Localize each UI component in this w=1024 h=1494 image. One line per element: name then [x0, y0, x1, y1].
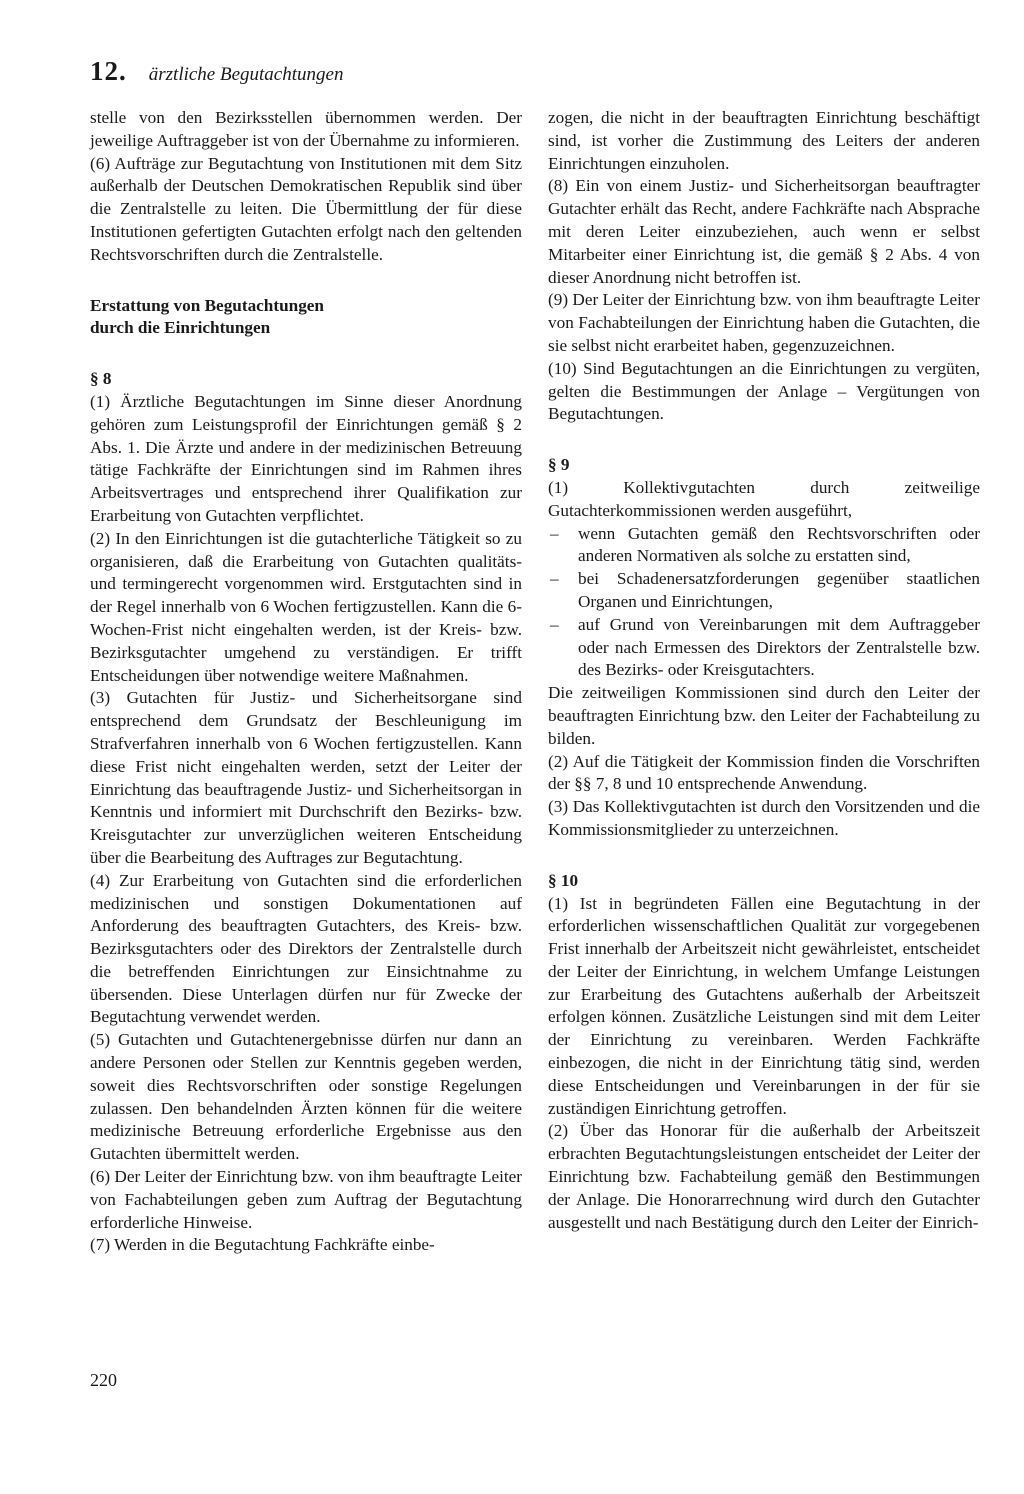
section-number-10: § 10: [548, 870, 579, 890]
paragraph: (4) Zur Erarbeitung von Gutachten sind die erforderlichen medizinischen und sonstigen Dokumentationen auf Anforderung des beauftragten Gutachters, des Kreis- bzw. Bezirksgutachters oder des Direktors der Zentralstelle durch die betreffenden Einrichtungen zur Einsichtnahme zu übersenden. Diese Unterlagen dürfen nur für Zwecke der Begutachtung verwendet werden.: [90, 870, 522, 1027]
paragraph: (7) Werden in die Begutachtung Fachkräfte einbe-: [90, 1235, 435, 1255]
paragraph: (2) Auf die Tätigkeit der Kommission finden die Vorschriften der §§ 7, 8 und 10 entsprechende Anwendung.: [548, 751, 980, 794]
paragraph: (3) Gutachten für Justiz- und Sicherheitsorgane sind entsprechend dem Grundsatz der Beschleunigung im Strafverfahren innerhalb von 6 Wochen fertigzustellen. Kann diese Frist nicht eingehalten werden, setzt der Leiter der Einrichtung das beauftragende Justiz- und Sicherheitsorgan in Kenntnis und informiert mit Durchschrift den Bezirks- bzw. Kreisgutachter zur unverzüglichen weiteren Entscheidung über die Bearbeitung des Auftrages zur Begutachtung.: [90, 688, 522, 867]
page-number: 220: [90, 1370, 117, 1390]
paragraph: (1) Ärztliche Begutachtungen im Sinne dieser Anordnung gehören zum Leistungsprofil der Einrichtungen gemäß § 2 Abs. 1. Die Ärzte und andere in der medizinischen Betreuung tätige Fachkräfte der Einrichtungen sind im Rahmen ihres Arbeitsvertrages und entsprechend ihrer Qualifikation zur Erarbeitung von Gutachten verpflichtet.: [90, 391, 522, 525]
paragraph: (3) Das Kollektivgutachten ist durch den Vorsitzenden und die Kommissionsmitglieder zu unterzeichnen.: [548, 797, 980, 839]
section-number-9: § 9: [548, 455, 570, 475]
paragraph: zogen, die nicht in der beauftragten Einrichtung beschäftigt sind, ist vorher die Zustimmung des Leiters der anderen Einrichtungen einzuholen.: [548, 108, 980, 173]
paragraph: (6) Aufträge zur Begutachtung von Institutionen mit dem Sitz außerhalb der Deutschen Demokratischen Republik sind über die Zentralstelle zu leiten. Die Übermittlung der für diese Institutionen gefertigten Gutachten erfolgt nach den geltenden Rechtsvorschriften durch die Zentralstelle.: [90, 153, 522, 264]
section-number-8: § 8: [90, 369, 112, 389]
paragraph: (6) Der Leiter der Einrichtung bzw. von ihm beauftragte Leiter von Fachabteilungen geben zum Auftrag der Begutachtung erforderliche Hinweise.: [90, 1167, 522, 1232]
running-title: ärztliche Begutachtungen: [148, 64, 344, 85]
paragraph: (1) Ist in begründeten Fällen eine Begutachtung in der erforderlichen wissenschaftlichen Qualität zur vorgegebenen Frist innerhalb der Arbeitszeit nicht gewährleistet, entscheidet der Leiter der Einrichtung, in welchem Umfange Leistungen zur Erarbeitung des Gutachtens außerhalb der Arbeitszeit erfolgen können. Zusätzliche Leistungen sind mit dem Leiter der Einrichtung zu vereinbaren. Werden Fachkräfte einbezogen, die nicht in der Einrichtung tätig sind, werden diese Entscheidungen und Vereinbarungen in der für sie zuständigen Einrichtung getroffen.: [548, 893, 980, 1118]
paragraph: (2) In den Einrichtungen ist die gutachterliche Tätigkeit so zu organisieren, daß die Erarbeitung von Gutachten qualitäts- und termingerecht vorgenommen wird. Erstgutachten sind in der Regel innerhalb von 6 Wochen fertigzustellen. Kann die 6-Wochen-Frist nicht eingehalten werden, ist der Kreis- bzw. Bezirksgutachter umgehend zu verständigen. Er trifft Entscheidungen über notwendige weitere Maßnahmen.: [90, 528, 522, 685]
running-header: [90, 56, 343, 96]
left-column: [90, 107, 522, 1257]
dash-list: [548, 523, 980, 683]
paragraph: Die zeitweiligen Kommissionen sind durch den Leiter der beauftragten Einrichtung bzw. den Leiter der Fachabteilung zu bilden.: [548, 683, 980, 748]
paragraph: (10) Sind Begutachtungen an die Einrichtungen zu vergüten, gelten die Bestimmungen der Anlage – Vergütungen von Begutachtungen.: [548, 358, 980, 424]
paragraph: stelle von den Bezirksstellen übernommen werden. Der jeweilige Auftraggeber ist von der Übernahme zu informieren.: [90, 108, 522, 150]
list-item: – wenn Gutachten gemäß den Rechtsvorschriften oder anderen Normativen als solche zu erstatten sind,: [548, 523, 980, 569]
paragraph: (5) Gutachten und Gutachtenergebnisse dürfen nur dann an andere Personen oder Stellen zur Kenntnis gegeben werden, soweit dies Rechtsvorschriften oder sonstige Regelungen zulassen. Den behandelnden Ärzten können für die weitere medizinische Betreuung erforderliche Ergebnisse aus den Gutachten übermittelt werden.: [90, 1030, 522, 1164]
section-heading-line-1: Erstattung von Begutachtungen: [90, 295, 324, 315]
paragraph: (8) Ein von einem Justiz- und Sicherheitsorgan beauftragter Gutachter erhält das Recht, andere Fachkräfte nach Absprache mit deren Leiter einzubeziehen, auch wenn er selbst Mitarbeiter einer Einrichtung ist, die gemäß § 2 Abs. 4 von dieser Anordnung nicht betroffen ist.: [548, 176, 980, 287]
paragraph: (2) Über das Honorar für die außerhalb der Arbeitszeit erbrachten Begutachtungsleistungen entscheidet der Leiter der Einrichtung bzw. Fachabteilung gemäß den Bestimmungen der Anlage. Die Honorarrechnung wird durch den Gutachter ausgestellt und nach Bestätigung durch den Leiter der Einrich-: [548, 1121, 980, 1232]
paragraph: (9) Der Leiter der Einrichtung bzw. von ihm beauftragte Leiter von Fachabteilungen der Einrichtung haben die Gutachten, die sie selbst nicht erarbeitet haben, gegenzuzeichnen.: [548, 290, 980, 355]
list-item: – auf Grund von Vereinbarungen mit dem Auftraggeber oder nach Ermessen des Direktors der Zentralstelle bzw. des Bezirks- oder Kreisgutachters.: [548, 614, 980, 682]
list-item: – bei Schadenersatzforderungen gegenüber staatlichen Organen und Einrichtungen,: [548, 568, 980, 614]
chapter-number: 12.: [90, 56, 127, 86]
right-column: [548, 107, 980, 1234]
section-heading-line-2: durch die Einrichtungen: [90, 318, 271, 338]
paragraph: (1) Kollektivgutachten durch zeitweilige Gutachterkommissionen werden ausgeführt,: [548, 477, 980, 520]
